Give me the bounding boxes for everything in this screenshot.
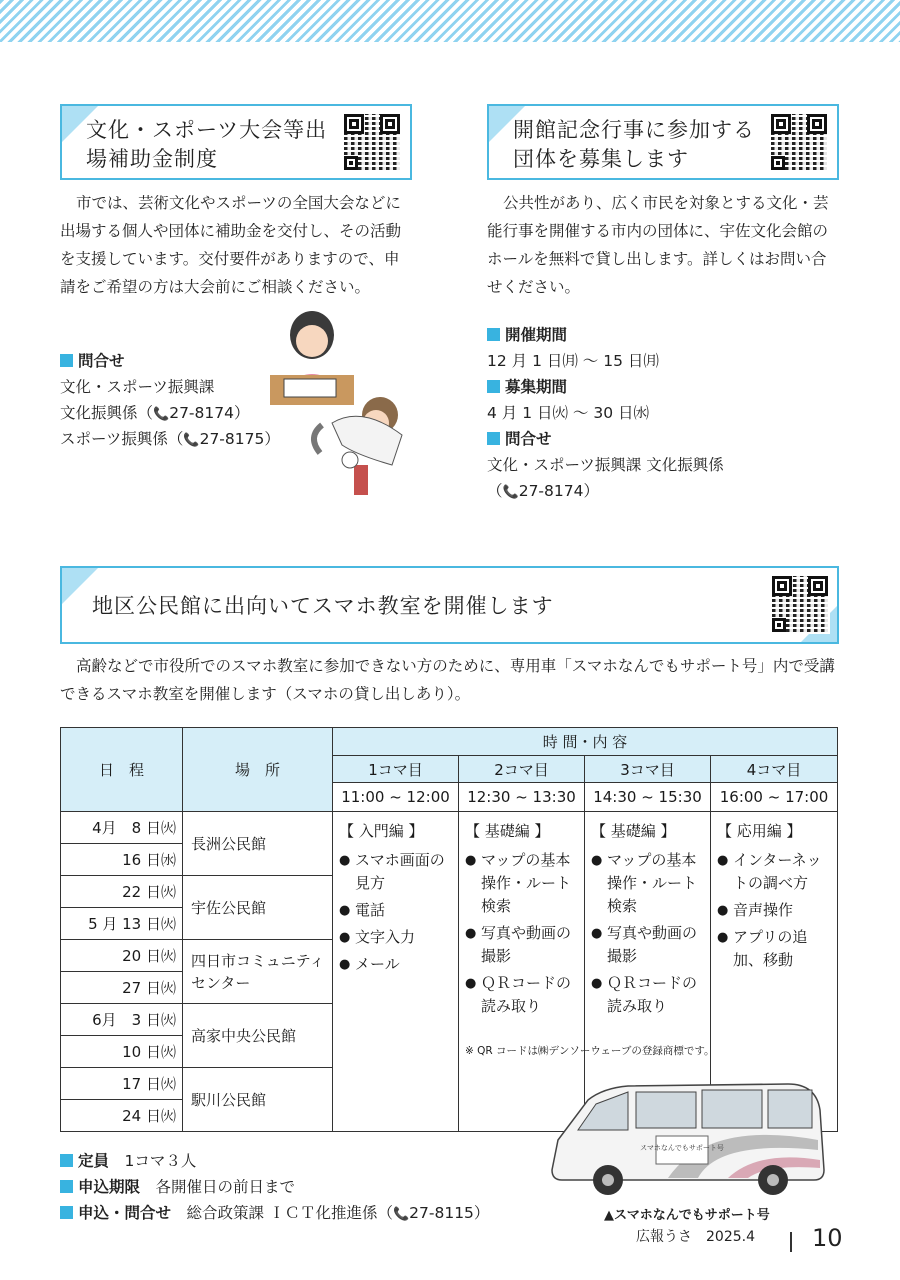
section1-body: 市では、芸術文化やスポーツの全国大会などに出場する個人や団体に補助金を交付し、その活動を支援しています。交付要件がありますので、申請をご希望の方は大会前にご相談ください。	[60, 194, 402, 296]
date-cell: 16 日㈬	[61, 844, 183, 876]
slot-label: 4コマ目	[711, 756, 838, 783]
van-caption: ▲スマホなんでもサポート号	[604, 1208, 770, 1223]
date-cell: 10 日㈫	[61, 1036, 183, 1068]
phone-icon: 📞	[183, 433, 200, 448]
phone-icon: 📞	[392, 1207, 410, 1222]
header-time-content: 時 間・内 容	[333, 728, 838, 756]
footer-divider	[790, 1232, 792, 1252]
slot1-content: 【 入門編 】 ● スマホ画面の見方 ● 電話 ● 文字入力 ● メール	[333, 812, 459, 1132]
header-place: 場 所	[183, 728, 333, 812]
apply-line: 申込・問合せ 総合政策課 ＩＣＴ化推進係（📞27-8115）	[60, 1200, 489, 1228]
slot-time: 11:00 ~ 12:00	[333, 783, 459, 812]
phone-icon: 📞	[502, 485, 519, 500]
section2-contact-dept: 文化・スポーツ振興課 文化振興係	[487, 456, 724, 474]
slot4-content: 【 応用編 】 ● インターネットの調べ方 ● 音声操作 ● アプリの追加、移動	[711, 812, 838, 1132]
place-cell: 駅川公民館	[183, 1068, 333, 1132]
slot2-content: 【 基礎編 】 ● マップの基本操作・ルート検索 ● 写真や動画の撮影 ● ＱＲコードの読み取り	[459, 812, 585, 1132]
section2-period-label: 開催期間	[487, 322, 567, 348]
date-cell: 27 日㈫	[61, 972, 183, 1004]
slot-label: 3コマ目	[585, 756, 711, 783]
slot-label: 2コマ目	[459, 756, 585, 783]
section2-title-box	[487, 104, 839, 180]
section3-title-box	[60, 566, 839, 644]
qr-code-icon	[769, 112, 829, 172]
slot3-content: 【 基礎編 】 ● マップの基本操作・ルート検索 ● 写真や動画の撮影 ● ＱＲコードの読み取り	[585, 812, 711, 1132]
capacity-line: 定員 1コマ３人	[60, 1148, 196, 1174]
header-date: 日 程	[61, 728, 183, 812]
date-cell: 6月 3 日㈫	[61, 1004, 183, 1036]
section1-contact-dept: 文化・スポーツ振興課	[60, 378, 215, 396]
place-cell: 長洲公民館	[183, 812, 333, 876]
section2-title-line2: 団体を募集します	[513, 147, 689, 171]
section1-contact-label: 問合せ	[60, 348, 125, 374]
section2-contact-label: 問合せ	[487, 426, 552, 452]
page-number: 10	[812, 1224, 843, 1252]
section3-body: 高齢などで市役所でのスマホ教室に参加できない方のために、専用車「スマホなんでもサポート号」内で受講できるスマホ教室を開催します（スマホの貸し出しあり）。	[60, 657, 835, 703]
footer-publication: 広報うさ 2025.4	[636, 1229, 755, 1245]
phone-icon: 📞	[153, 407, 170, 422]
slot-time: 16:00 ~ 17:00	[711, 783, 838, 812]
slot-time: 14:30 ~ 15:30	[585, 783, 711, 812]
deadline-line: 申込期限 各開催日の前日まで	[60, 1174, 295, 1200]
section1-title-box	[60, 104, 412, 180]
section1-contact-phone1: 文化振興係（📞27-8174）	[60, 400, 249, 428]
section2-body: 公共性があり、広く市民を対象とする文化・芸能行事を開催する市内の団体に、宇佐文化会館のホールを無料で貸し出します。詳しくはお問い合せください。	[487, 194, 829, 296]
people-illustration	[262, 305, 422, 500]
section2-period-value: 12 月 1 日㈪ ～ 15 日㈪	[487, 352, 659, 370]
schedule-table	[60, 727, 838, 1132]
date-cell: 5 月 13 日㈫	[61, 908, 183, 940]
place-cell: 宇佐公民館	[183, 876, 333, 940]
date-cell: 24 日㈫	[61, 1100, 183, 1132]
section1-title-line2: 場補助金制度	[86, 147, 218, 171]
section2-title-line1: 開館記念行事に参加する	[513, 118, 755, 142]
section2-recruit-label: 募集期間	[487, 374, 567, 400]
date-cell: 22 日㈫	[61, 876, 183, 908]
support-van-illustration	[548, 1080, 833, 1200]
date-cell: 4月 8 日㈫	[61, 812, 183, 844]
section2-recruit-value: 4 月 1 日㈫ ～ 30 日㈬	[487, 404, 650, 422]
slot-time: 12:30 ~ 13:30	[459, 783, 585, 812]
qr-code-icon	[770, 574, 830, 634]
date-cell: 20 日㈫	[61, 940, 183, 972]
section3-title: 地区公民館に出向いてスマホ教室を開催します	[92, 594, 554, 618]
section2-contact-phone: （📞27-8174）	[487, 478, 599, 506]
date-cell: 17 日㈫	[61, 1068, 183, 1100]
slot-label: 1コマ目	[333, 756, 459, 783]
top-stripe-decoration	[0, 0, 900, 42]
section1-contact-phone2: スポーツ振興係（📞27-8175）	[60, 426, 280, 454]
place-cell: 四日市コミュニティセンター	[183, 940, 333, 1004]
section1-title-line1: 文化・スポーツ大会等出	[86, 118, 328, 142]
qr-code-icon	[342, 112, 402, 172]
qr-trademark-note: ※ QR コードは㈱デンソーウェーブの登録商標です。	[465, 1045, 715, 1057]
place-cell: 高家中央公民館	[183, 1004, 333, 1068]
van-label-text: スマホなんでもサポート号	[640, 1144, 724, 1152]
